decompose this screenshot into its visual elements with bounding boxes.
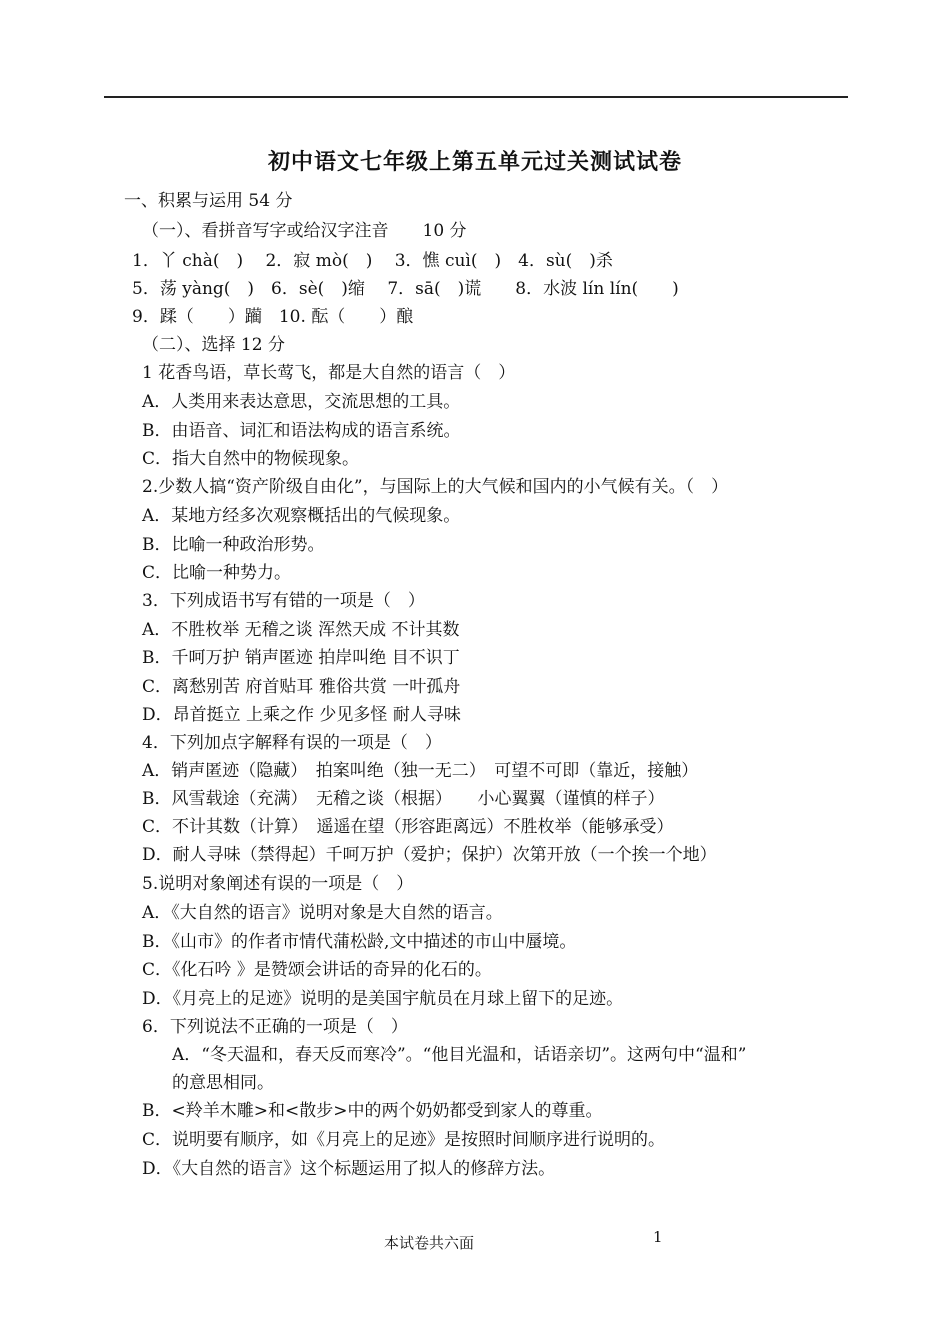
question-stem: 2.少数人搞“资产阶级自由化”，与国际上的大气候和国内的小气候有关。（ ） <box>142 477 729 497</box>
page-number: 1 <box>653 1228 663 1246</box>
question-option: A．《大自然的语言》说明对象是大自然的语言。 <box>142 903 503 923</box>
question-stem: 6．下列说法不正确的一项是（ ） <box>142 1017 408 1037</box>
question-option: A．销声匿迹（隐藏） 拍案叫绝（独一无二） 可望不可即（靠近，接触） <box>142 761 699 781</box>
question-option: A．“冬天温和，春天反而寒冷”。“他目光温和，话语亲切”。这两句中“温和” <box>172 1045 747 1065</box>
question-stem: 3．下列成语书写有错的一项是（ ） <box>142 591 425 611</box>
question-option: C．指大自然中的物候现象。 <box>142 449 360 469</box>
question-stem: 4．下列加点字解释有误的一项是（ ） <box>142 733 442 753</box>
question-option: B．由语音、词汇和语法构成的语言系统。 <box>142 421 461 441</box>
subsection-heading: （二）、选择 12 分 <box>142 335 285 355</box>
question-option: D．《月亮上的足迹》说明的是美国宇航员在月球上留下的足迹。 <box>142 989 624 1009</box>
pinyin-line: 1．丫 chà( ) 2．寂 mò( ) 3．憔 cuì( ) 4．sù( )杀 <box>132 251 613 271</box>
question-stem: 1 花香鸟语，草长莺飞，都是大自然的语言（ ） <box>142 363 516 383</box>
question-option: C．《化石吟 》是赞颂会讲话的奇异的化石的。 <box>142 960 492 980</box>
question-stem: 5.说明对象阐述有误的一项是（ ） <box>142 874 414 894</box>
question-option: B．《山市》的作者市情代蒲松龄,文中描述的市山中蜃境。 <box>142 932 577 952</box>
pinyin-line: 5．荡 yàng( ) 6．sè( )缩 7．sā( )谎 8．水波 lín lín( ) <box>132 279 679 299</box>
header-rule <box>104 96 848 98</box>
page-title: 初中语文七年级上第五单元过关测试试卷 <box>267 149 682 175</box>
question-option: A．不胜枚举 无稽之谈 浑然天成 不计其数 <box>142 620 460 640</box>
question-option: C．说明要有顺序，如《月亮上的足迹》是按照时间顺序进行说明的。 <box>142 1130 666 1150</box>
question-option: A．人类用来表达意思，交流思想的工具。 <box>142 392 461 412</box>
question-option: D．耐人寻味（禁得起）千呵万护（爱护；保护）次第开放（一个挨一个地） <box>142 845 717 865</box>
question-option: B．比喻一种政治形势。 <box>142 535 325 555</box>
question-option: B．风雪载途（充满） 无稽之谈（根据） 小心翼翼（谨慎的样子） <box>142 789 665 809</box>
question-option-continued: 的意思相同。 <box>172 1073 274 1093</box>
subsection-heading: （一）、看拼音写字或给汉字注音 10 分 <box>142 221 467 241</box>
question-option: B．千呵万护 销声匿迹 拍岸叫绝 目不识丁 <box>142 648 460 668</box>
pinyin-line: 9．蹂（ ）躏 10. 酝（ ）酿 <box>132 307 414 327</box>
question-option: B．<羚羊木雕>和<散步>中的两个奶奶都受到家人的尊重。 <box>142 1101 603 1121</box>
page-footer: 本试卷共六面 <box>384 1234 475 1252</box>
section-heading: 一、积累与运用 54 分 <box>124 191 293 211</box>
question-option: D．《大自然的语言》这个标题运用了拟人的修辞方法。 <box>142 1159 556 1179</box>
question-option: C．比喻一种势力。 <box>142 563 292 583</box>
question-option: C．离愁别苦 府首贴耳 雅俗共赏 一叶孤舟 <box>142 677 461 697</box>
question-option: A．某地方经多次观察概括出的气候现象。 <box>142 506 461 526</box>
question-option: D．昂首挺立 上乘之作 少见多怪 耐人寻味 <box>142 705 461 725</box>
question-option: C．不计其数（计算） 遥遥在望（形容距离远）不胜枚举（能够承受） <box>142 817 674 837</box>
